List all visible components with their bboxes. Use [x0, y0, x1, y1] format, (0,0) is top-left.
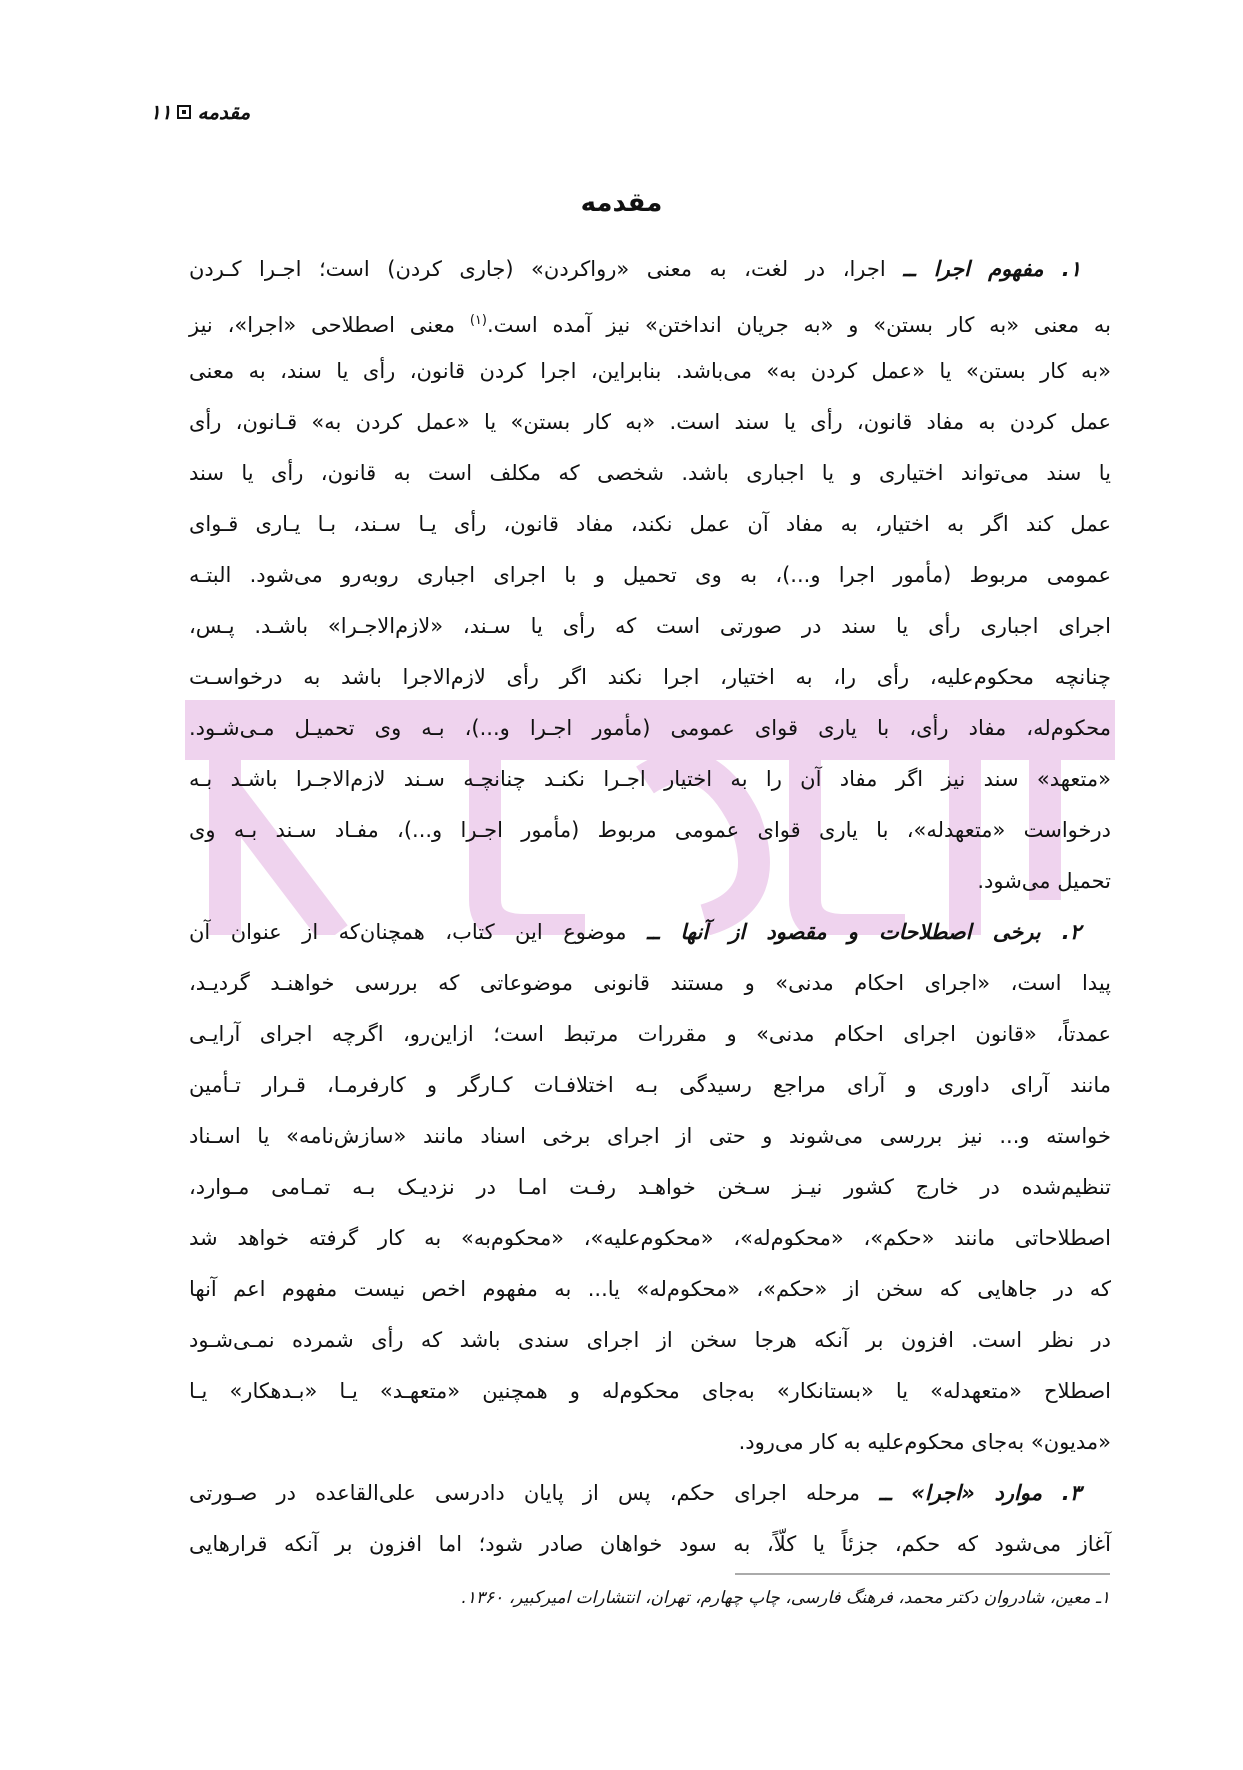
- text-line: [189, 907, 1111, 958]
- line-text: مرحله اجرای حکم، پس از پایان دادرسی علی‌القاعده در صـورتی: [189, 1481, 880, 1505]
- section-heading: ۲. برخی اصطلاحات و مقصود از آنها ــ: [647, 920, 1082, 944]
- text-line: تنظیم‌شده در خارج کشور نیـز سـخن خواهـد رفـت امـا در نزدیـک بـه تمـامی مـوارد،: [189, 1175, 1111, 1199]
- text-line: «به کار بستن» یا «عمل کردن به» می‌باشد. بنابراین، اجرا کردن قانون، رأی یا سند، به معنی: [189, 359, 1111, 383]
- line-text: به معنی «به کار بستن» و «به جریان انداختن» نیز آمده است.: [486, 313, 1112, 337]
- section-heading: ۳. موارد «اجرا» ــ: [879, 1481, 1081, 1505]
- text-line: تحمیل می‌شود.: [977, 869, 1111, 893]
- text-line: عمومی مربوط (مأمور اجرا و...)، به وی تحمیل و با اجرای اجباری روبه‌رو می‌شود. البتـه: [189, 563, 1111, 587]
- footnote-divider: [735, 1573, 1110, 1575]
- text-line: عمل کند اگر به اختیار، به مفاد آن عمل نکند، مفاد قانون، رأی یـا سـند، بـا یـاری قـوای: [189, 512, 1111, 536]
- text-line: در نظر است. افزون بر آنکه هرجا سخن از اجرای سندی باشد که رأی شمرده نمـی‌شـود: [189, 1328, 1111, 1352]
- text-line: درخواست «متعهدله»، با یاری قوای عمومی مربوط (مأمور اجـرا و...)، مفـاد سـند بـه وی: [189, 818, 1111, 842]
- section-heading: ۱. مفهوم اجرا ــ: [903, 257, 1081, 281]
- line-text: معنی اصطلاحی «اجرا»، نیز: [189, 313, 456, 337]
- footnote: ۱ـ معین، شادروان دکتر محمد، فرهنگ فارسی، چاپ چهارم، تهران، انتشارات امیرکبیر، ۱۳۶۰.: [461, 1588, 1110, 1608]
- text-line: اجرای اجباری رأی یا سند در صورتی است که رأی یا سـند، «لازم‌الاجـرا» باشـد. پـس،: [189, 614, 1111, 638]
- line-text: موضوع این کتاب، همچنان‌که از عنوان آن: [189, 920, 647, 944]
- text-line: [189, 295, 1111, 346]
- text-line: یا سند می‌تواند اختیاری و یا اجباری باشد. شخصی که مکلف است به قانون، رأی یا سند: [189, 461, 1111, 485]
- text-line: خواسته و... نیز بررسی می‌شوند و حتی از اجرای برخی اسناد مانند «سازش‌نامه» یا اسـناد: [189, 1124, 1111, 1148]
- body-text: [189, 244, 1111, 1570]
- header-square-icon: [177, 105, 191, 119]
- page-title: مقدمه: [580, 188, 663, 218]
- text-line: پیدا است، «اجرای احکام مدنی» و مستند قانونی موضوعاتی که بررسی خواهنـد گردیـد،: [189, 971, 1111, 995]
- text-line: عمدتاً، «قانون اجرای احکام مدنی» و مقررات مرتبط است؛ ازاین‌رو، اگرچه اجرای آرایـی: [189, 1022, 1111, 1046]
- text-line: [189, 1468, 1111, 1519]
- text-line: اصطلاحاتی مانند «حکم»، «محکوم‌له»، «محکوم‌علیه»، «محکوم‌به» به کار گرفته خواهد شد: [189, 1226, 1111, 1250]
- footnote-ref[interactable]: (۱): [469, 313, 487, 328]
- text-line: محکوم‌له، مفاد رأی، با یاری قوای عمومی (مأمور اجـرا و...)، بـه وی تحمیـل مـی‌شـود.: [189, 716, 1111, 740]
- text-line: آغاز می‌شود که حکم، جزئاً یا کلّاً، به سود خواهان صادر شود؛ اما افزون بر آنکه قرارهایی: [189, 1532, 1111, 1556]
- text-line: عمل کردن به مفاد قانون، رأی یا سند است. «به کار بستن» یا «عمل کردن به» قـانون، رأی: [189, 410, 1111, 434]
- line-text: اجرا، در لغت، به معنی «رواکردن» (جاری کردن) است؛ اجـرا کـردن: [189, 257, 904, 281]
- text-line: «مدیون» به‌جای محکوم‌علیه به کار می‌رود.: [738, 1430, 1111, 1454]
- text-line: اصطلاح «متعهدله» یا «بستانکار» به‌جای محکوم‌له و همچنین «متعهـد» یـا «بـدهکار» یـا: [189, 1379, 1111, 1403]
- text-line: [189, 244, 1111, 295]
- text-line: «متعهد» سند نیز اگر مفاد آن را به اختیار اجـرا نکنـد چنانچـه سـند لازم‌الاجـرا باشـد بـه: [189, 767, 1111, 791]
- text-line: که در جاهایی که سخن از «حکم»، «محکوم‌له» یا... به مفهوم اخص نیست مفهوم اعم آنها: [189, 1277, 1111, 1301]
- text-line: مانند آرای داوری و آرای مراجع رسیدگی بـه اختلافـات کـارگر و کارفرمـا، قـرار تـأمین: [189, 1073, 1111, 1097]
- running-header: [150, 100, 250, 124]
- header-section: مقدمه: [197, 100, 251, 124]
- page-number: ۱۱: [150, 100, 172, 124]
- text-line: چنانچه محکوم‌علیه، رأی را، به اختیار، اجرا نکند اگر رأی لازم‌الاجرا باشد به درخواسـت: [189, 665, 1111, 689]
